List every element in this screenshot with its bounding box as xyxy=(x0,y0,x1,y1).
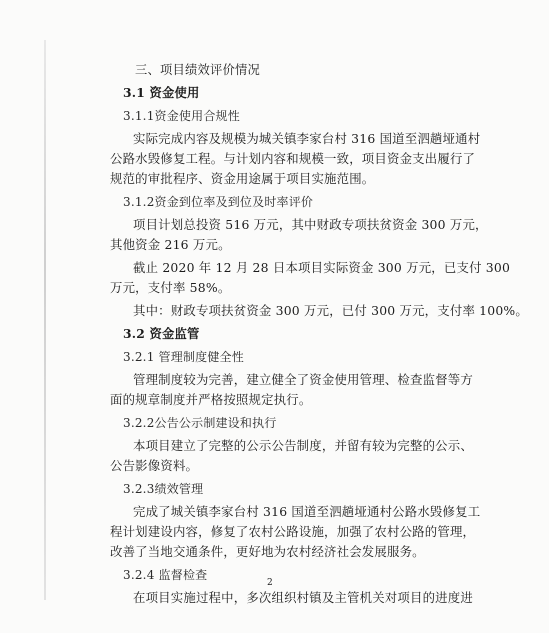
heading-3-1: 3.1 资金使用 xyxy=(123,85,200,100)
paragraph-line: 程计划建设内容，修复了农村公路设施，加强了农村公路的管理， xyxy=(110,524,476,539)
heading-3-1-1: 3.1.1资金使用合规性 xyxy=(123,109,240,123)
paragraph-line: 其中：财政专项扶贫资金 300 万元，已付 300 万元，支付率 100%。 xyxy=(133,303,529,318)
heading-3-2-3: 3.2.3绩效管理 xyxy=(123,482,204,496)
paragraph-line: 本项目建立了完整的公示公告制度，并留有较为完整的公示、 xyxy=(133,438,473,453)
paragraph-line: 面的规章制度并严格按照规定执行。 xyxy=(110,392,312,407)
paragraph-line: 其他资金 216 万元。 xyxy=(110,237,231,252)
paragraph-line: 公告影像资料。 xyxy=(110,458,199,473)
paragraph-line: 管理制度较为完善，建立健全了资金使用管理、检查监督等方 xyxy=(133,372,473,387)
heading-3-2-2: 3.2.2公告公示制建设和执行 xyxy=(123,416,277,430)
paragraph-line: 项目计划总投资 516 万元，其中财政专项扶贫资金 300 万元， xyxy=(133,217,488,232)
paragraph-line: 规范的审批程序、资金用途属于项目实施范围。 xyxy=(110,171,375,186)
heading-3-2-1: 3.2.1 管理制度健全性 xyxy=(123,350,244,364)
section-heading-3: 三、项目绩效评价情况 xyxy=(135,63,260,77)
heading-3-1-2: 3.1.2资金到位率及到位及时率评价 xyxy=(123,195,314,209)
scan-edge-shadow xyxy=(44,40,46,600)
paragraph-line: 实际完成内容及规模为城关镇李家台村 316 国道至泗趟垭通村 xyxy=(133,131,481,146)
paragraph-line: 完成了城关镇李家台村 316 国道至泗趟垭通村公路水毁修复工 xyxy=(133,504,481,519)
heading-3-2-4: 3.2.4 监督检查 xyxy=(123,568,208,582)
paragraph-line: 公路水毁修复工程。与计划内容和规模一致，项目资金支出履行了 xyxy=(110,151,476,166)
paragraph-line: 截止 2020 年 12 月 28 日本项目实际资金 300 万元，已支付 300 xyxy=(133,260,511,275)
page-number: 2 xyxy=(267,578,273,588)
paragraph-line: 改善了当地交通条件，更好地为农村经济社会发展服务。 xyxy=(110,544,425,559)
paragraph-line: 万元，支付率 58%。 xyxy=(110,280,231,295)
paragraph-line: 在项目实施过程中，多次组织村镇及主管机关对项目的进度进 xyxy=(133,590,473,605)
heading-3-2: 3.2 资金监管 xyxy=(123,326,200,341)
